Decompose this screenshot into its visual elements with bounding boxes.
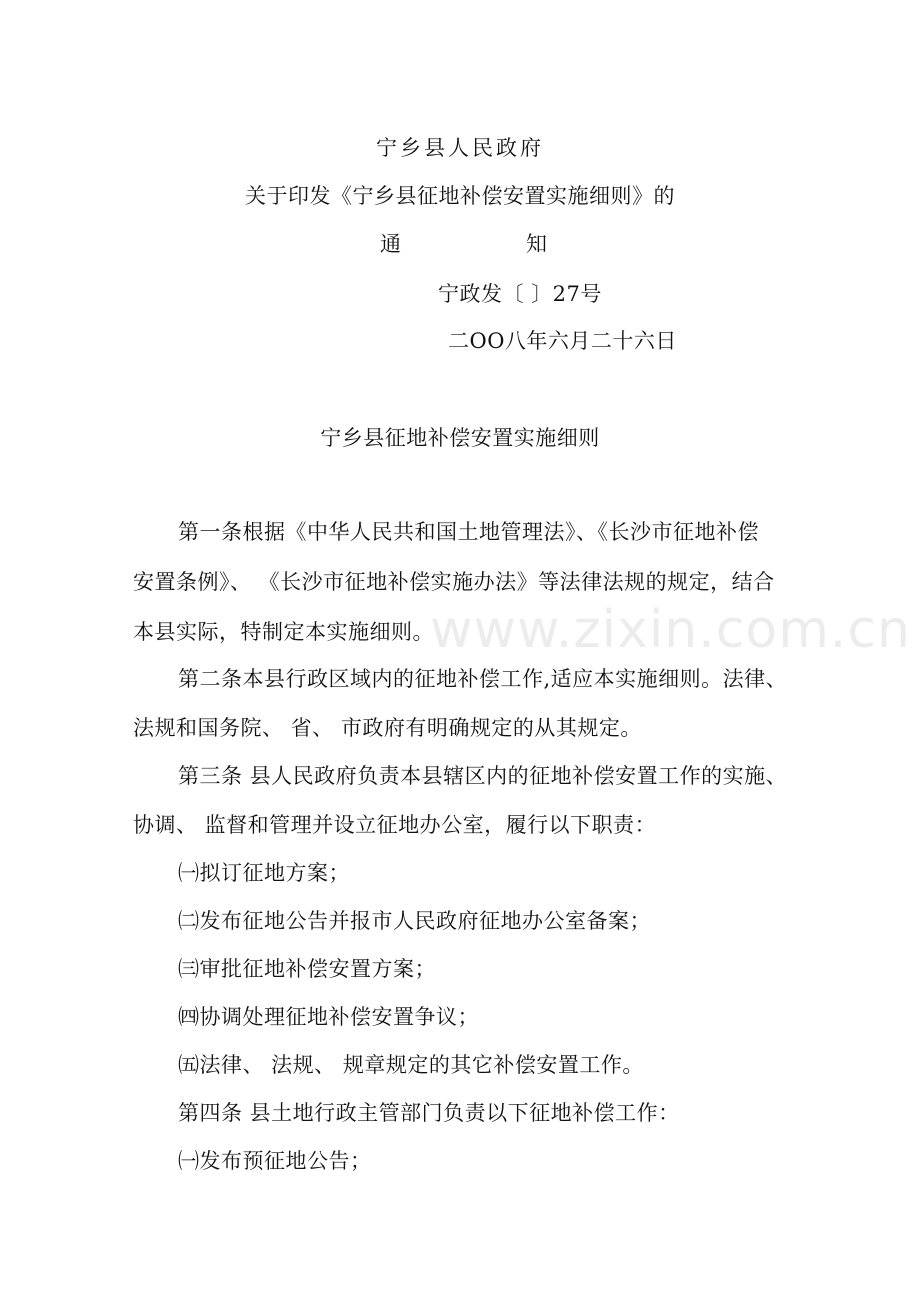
article-3-item-4: ㈣协调处理征地补偿安置争议； bbox=[178, 1005, 479, 1029]
notice-char-tong: 通 bbox=[380, 232, 402, 256]
article-1-line-3: 本县实际，特制定本实施细则。 bbox=[133, 620, 434, 644]
article-3-item-1: ㈠拟订征地方案； bbox=[178, 861, 350, 885]
document-title: 宁乡县征地补偿安置实施细则 bbox=[320, 426, 600, 450]
article-1-line-2: 安置条例》、 《长沙市征地补偿实施办法》等法律法规的规定，结合 bbox=[133, 570, 775, 594]
article-1-line-1: 第一条根据《中华人民共和国土地管理法》、《长沙市征地补偿 bbox=[178, 520, 759, 544]
issue-date: 二OO八年六月二十六日 bbox=[448, 329, 677, 353]
article-3-item-5: ㈤法律、 法规、 规章规定的其它补偿安置工作。 bbox=[178, 1053, 644, 1077]
notice-title-line: 关于印发《宁乡县征地补偿安置实施细则》的 bbox=[245, 184, 675, 208]
watermark-text: www.zixin.com.cn bbox=[430, 600, 911, 660]
article-4-line-1: 第四条 县土地行政主管部门负责以下征地补偿工作： bbox=[178, 1101, 680, 1125]
document-number: 宁政发〔 〕27号 bbox=[438, 282, 602, 306]
issuer-heading: 宁乡县人民政府 bbox=[376, 136, 544, 160]
notice-char-zhi: 知 bbox=[526, 232, 548, 256]
article-3-line-1: 第三条 县人民政府负责本县辖区内的征地补偿安置工作的实施、 bbox=[178, 764, 788, 788]
article-3-item-3: ㈢审批征地补偿安置方案； bbox=[178, 957, 436, 981]
article-3-item-2: ㈡发布征地公告并报市人民政府征地办公室备案； bbox=[178, 909, 651, 933]
article-3-line-2: 协调、 监督和管理并设立征地办公室，履行以下职责： bbox=[133, 813, 657, 837]
article-4-item-1: ㈠发布预征地公告； bbox=[178, 1149, 372, 1173]
article-2-line-2: 法规和国务院、 省、 市政府有明确规定的从其规定。 bbox=[133, 716, 642, 740]
article-2-line-1: 第二条本县行政区域内的征地补偿工作,适应本实施细则。法律、 bbox=[178, 667, 788, 691]
